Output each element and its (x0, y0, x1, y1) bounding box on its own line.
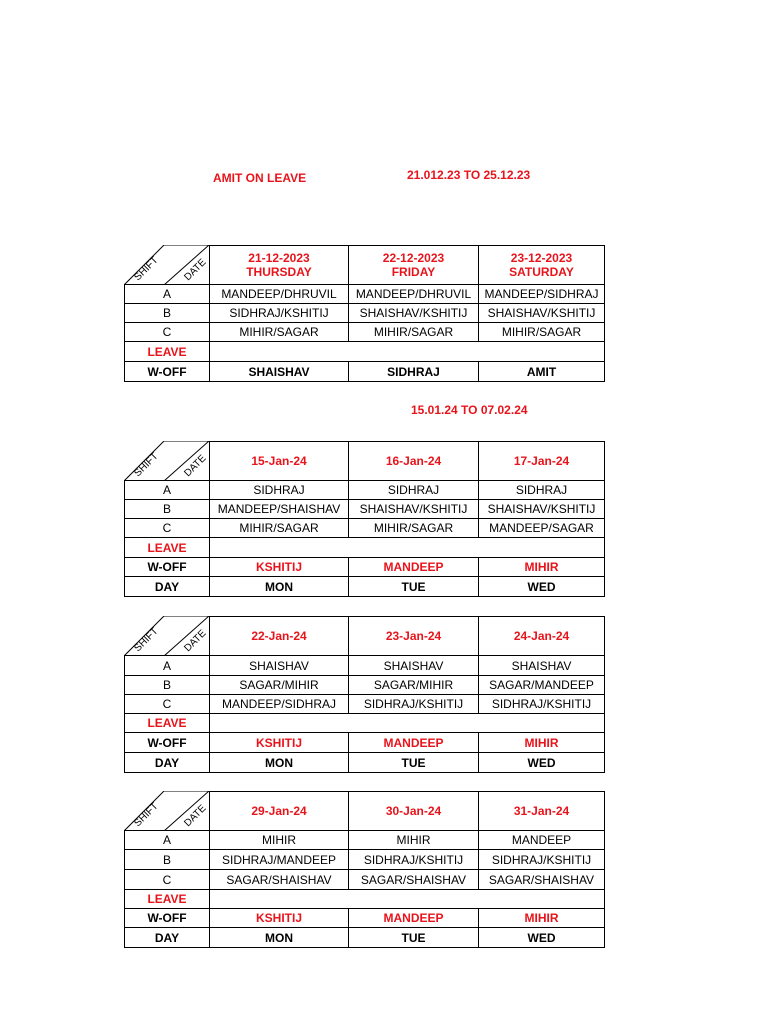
date-label: DATE (182, 453, 209, 480)
assignment-cell: MIHIR/SAGAR (348, 519, 478, 538)
shift-label: SHIFT (132, 254, 161, 284)
woff-label: W-OFF (124, 362, 209, 382)
date-header (478, 441, 605, 481)
shift-a-row (124, 831, 605, 850)
assignment-cell: SIDHRAJ (209, 481, 348, 500)
leave-cell (209, 538, 605, 558)
assignment-cell: SAGAR/MIHIR (209, 676, 348, 695)
date-header (209, 616, 348, 656)
woff-label: W-OFF (124, 558, 209, 577)
shift-c-row (124, 323, 605, 342)
leave-cell (209, 890, 605, 909)
corner-diagonal (124, 616, 209, 656)
header-row (124, 791, 605, 831)
shift-c-row (124, 695, 605, 714)
woff-cell: SHAISHAV (209, 362, 348, 382)
date-value: 23-12-2023 (510, 251, 573, 265)
assignment-cell: SAGAR/SHAISHAV (348, 870, 478, 890)
shift-label-a: A (124, 831, 209, 850)
date-value: 22-Jan-24 (251, 629, 307, 643)
shift-b-row (124, 850, 605, 870)
assignment-cell: MANDEEP/SIDHRAJ (209, 695, 348, 714)
shift-b-row (124, 676, 605, 695)
woff-cell: SIDHRAJ (348, 362, 478, 382)
date-header (209, 791, 348, 831)
leave-label: LEAVE (124, 342, 209, 362)
shift-c-row (124, 519, 605, 538)
shift-label: SHIFT (132, 450, 161, 480)
schedule-table-4 (124, 791, 605, 948)
assignment-cell: SIDHRAJ/KSHITIJ (348, 850, 478, 870)
assignment-cell: SIDHRAJ/KSHITIJ (348, 695, 478, 714)
shift-label: SHIFT (132, 800, 161, 830)
day-cell: WED (478, 928, 605, 948)
woff-cell: KSHITIJ (209, 558, 348, 577)
shift-b-row (124, 500, 605, 519)
date-label: DATE (182, 803, 209, 830)
shift-label-a: A (124, 481, 209, 500)
day-cell: TUE (348, 577, 478, 597)
day-label: DAY (124, 577, 209, 597)
woff-cell: MIHIR (478, 733, 605, 753)
woff-row (124, 733, 605, 753)
leave-cell (209, 342, 605, 362)
header-row (124, 245, 605, 285)
shift-label-b: B (124, 676, 209, 695)
day-label: DAY (124, 928, 209, 948)
date-header (478, 616, 605, 656)
schedule-table-2 (124, 441, 605, 597)
day-row (124, 753, 605, 773)
woff-cell: MANDEEP (348, 909, 478, 928)
leave-label: LEAVE (124, 538, 209, 558)
date-header (348, 441, 478, 481)
leave-row (124, 538, 605, 558)
assignment-cell: SAGAR/SHAISHAV (478, 870, 605, 890)
corner-diagonal (124, 441, 209, 481)
woff-row (124, 362, 605, 382)
shift-a-row (124, 285, 605, 304)
date-header (348, 616, 478, 656)
assignment-cell: MIHIR (348, 831, 478, 850)
assignment-cell: SIDHRAJ (478, 481, 605, 500)
date-value: 22-12-2023 (382, 251, 445, 265)
assignment-cell: MANDEEP/SHAISHAV (209, 500, 348, 519)
weekday-value: THURSDAY (246, 265, 312, 279)
woff-row (124, 909, 605, 928)
date-header (209, 245, 348, 285)
shift-a-row (124, 481, 605, 500)
shift-c-row (124, 870, 605, 890)
leave-row (124, 890, 605, 909)
date-header (478, 791, 605, 831)
assignment-cell: SIDHRAJ/KSHITIJ (209, 304, 348, 323)
assignment-cell: SHAISHAV (209, 656, 348, 676)
assignment-cell: SIDHRAJ/KSHITIJ (478, 695, 605, 714)
date-header (478, 245, 605, 285)
day-cell: MON (209, 928, 348, 948)
woff-cell: KSHITIJ (209, 909, 348, 928)
date-header (348, 791, 478, 831)
woff-row (124, 558, 605, 577)
day-cell: MON (209, 577, 348, 597)
shift-label-c: C (124, 519, 209, 538)
day-cell: MON (209, 753, 348, 773)
assignment-cell: SAGAR/SHAISHAV (209, 870, 348, 890)
shift-label-b: B (124, 850, 209, 870)
assignment-cell: SAGAR/MIHIR (348, 676, 478, 695)
weekday-value: SATURDAY (509, 265, 574, 279)
assignment-cell: MANDEEP/SIDHRAJ (478, 285, 605, 304)
corner-cell (124, 791, 209, 831)
woff-cell: MIHIR (478, 558, 605, 577)
date-range-december: 21.012.23 TO 25.12.23 (407, 168, 531, 182)
day-cell: TUE (348, 928, 478, 948)
header-row (124, 616, 605, 656)
assignment-cell: MIHIR/SAGAR (348, 323, 478, 342)
assignment-cell: MANDEEP/DHRUVIL (209, 285, 348, 304)
assignment-cell: SHAISHAV/KSHITIJ (478, 500, 605, 519)
assignment-cell: SHAISHAV (348, 656, 478, 676)
date-value: 21-12-2023 (248, 251, 310, 265)
shift-label-c: C (124, 323, 209, 342)
woff-cell: AMIT (478, 362, 605, 382)
assignment-cell: SAGAR/MANDEEP (478, 676, 605, 695)
corner-diagonal (124, 791, 209, 831)
date-header (348, 245, 478, 285)
date-value: 30-Jan-24 (385, 804, 442, 818)
leave-cell (209, 714, 605, 733)
assignment-cell: MIHIR (209, 831, 348, 850)
date-label: DATE (182, 257, 209, 284)
corner-cell (124, 441, 209, 481)
date-value: 16-Jan-24 (385, 454, 442, 468)
corner-diagonal (124, 245, 209, 285)
shift-label: SHIFT (132, 625, 161, 655)
date-value: 29-Jan-24 (251, 804, 307, 818)
assignment-cell: SHAISHAV/KSHITIJ (478, 304, 605, 323)
assignment-cell: MIHIR/SAGAR (209, 519, 348, 538)
corner-cell (124, 245, 209, 285)
assignment-cell: MIHIR/SAGAR (209, 323, 348, 342)
woff-label: W-OFF (124, 733, 209, 753)
woff-cell: MIHIR (478, 909, 605, 928)
date-value: 31-Jan-24 (513, 804, 570, 818)
assignment-cell: SHAISHAV/KSHITIJ (348, 500, 478, 519)
day-label: DAY (124, 753, 209, 773)
date-value: 17-Jan-24 (513, 454, 570, 468)
shift-label-b: B (124, 304, 209, 323)
assignment-cell: MANDEEP (478, 831, 605, 850)
leave-label: LEAVE (124, 714, 209, 733)
day-cell: WED (478, 577, 605, 597)
date-label: DATE (182, 628, 209, 655)
shift-label-c: C (124, 870, 209, 890)
day-row (124, 928, 605, 948)
shift-label-a: A (124, 656, 209, 676)
day-row (124, 577, 605, 597)
day-cell: WED (478, 753, 605, 773)
assignment-cell: MANDEEP/DHRUVIL (348, 285, 478, 304)
shift-b-row (124, 304, 605, 323)
assignment-cell: SIDHRAJ/MANDEEP (209, 850, 348, 870)
shift-label-a: A (124, 285, 209, 304)
woff-cell: KSHITIJ (209, 733, 348, 753)
woff-label: W-OFF (124, 909, 209, 928)
leave-note: AMIT ON LEAVE (213, 171, 307, 185)
assignment-cell: SIDHRAJ/KSHITIJ (478, 850, 605, 870)
assignment-cell: SIDHRAJ (348, 481, 478, 500)
date-value: 23-Jan-24 (385, 629, 442, 643)
schedule-table-3 (124, 616, 605, 773)
assignment-cell: SHAISHAV (478, 656, 605, 676)
shift-a-row (124, 656, 605, 676)
woff-cell: MANDEEP (348, 733, 478, 753)
shift-label-c: C (124, 695, 209, 714)
date-header (209, 441, 348, 481)
shift-label-b: B (124, 500, 209, 519)
weekday-value: FRIDAY (391, 265, 436, 279)
schedule-table-1 (124, 245, 605, 382)
date-value: 15-Jan-24 (251, 454, 307, 468)
corner-cell (124, 616, 209, 656)
assignment-cell: MANDEEP/SAGAR (478, 519, 605, 538)
assignment-cell: MIHIR/SAGAR (478, 323, 605, 342)
leave-row (124, 714, 605, 733)
header-row (124, 441, 605, 481)
assignment-cell: SHAISHAV/KSHITIJ (348, 304, 478, 323)
date-value: 24-Jan-24 (513, 629, 570, 643)
leave-label: LEAVE (124, 890, 209, 909)
date-range-january: 15.01.24 TO 07.02.24 (411, 403, 528, 417)
woff-cell: MANDEEP (348, 558, 478, 577)
day-cell: TUE (348, 753, 478, 773)
leave-row (124, 342, 605, 362)
